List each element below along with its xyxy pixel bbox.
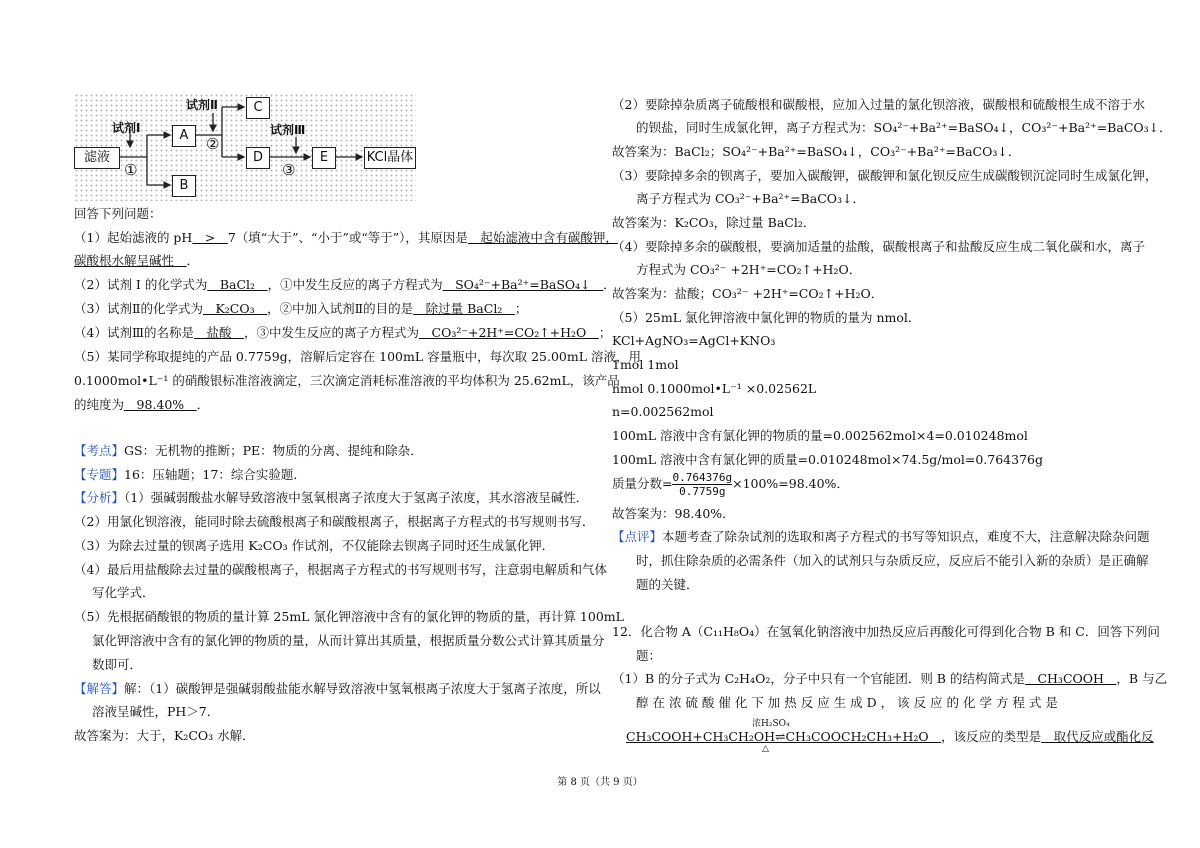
- right-line-8: 方程式为 CO₃²⁻ +2H⁺=CO₂↑+H₂O．: [636, 262, 862, 277]
- question-3: （3）试剂Ⅱ的化学式为 K₂CO₃ ，②中加入试剂Ⅱ的目的是 除过量 BaCl₂ ；: [74, 301, 528, 316]
- fenxi-tag: 【分析】: [74, 490, 125, 505]
- flowchart: [74, 93, 416, 201]
- dianping-2: 时，抓住除杂质的必需条件（加入的试剂只与杂质反应，反应后不能引入新的杂质）是正确解: [636, 553, 1149, 568]
- zhuanti-tag: 【专题】: [74, 467, 125, 482]
- right-line-6: 故答案为：K₂CO₃，除过量 BaCl₂．: [612, 215, 816, 230]
- filtrate-box: 滤液: [74, 147, 120, 169]
- answer-1b: 起始滤液中含有碳酸钾，: [467, 230, 618, 245]
- right-line-14: n=0.002562mol: [612, 404, 714, 419]
- node-e: E: [312, 147, 336, 169]
- kaodian-section: 【考点】GS：无机物的推断；PE：物质的分离、提纯和除杂．: [74, 443, 423, 458]
- node-b: B: [172, 175, 196, 197]
- question-4: （4）试剂Ⅲ的名称是 盐酸 ，③中发生反应的离子方程式为 CO₃²⁻+2H⁺=CO₂↑+H₂O ；: [74, 325, 612, 340]
- answer-1a: >: [192, 230, 228, 245]
- kaodian-tag: 【考点】: [74, 443, 125, 458]
- answer-4b: CO₃²⁻+2H⁺=CO₂↑+H₂O: [419, 325, 599, 340]
- right-line-5: 离子方程式为 CO₃²⁻+Ba²⁺=BaCO₃↓．: [636, 191, 866, 206]
- node-c: C: [246, 97, 270, 119]
- reagent1-label: 试剂Ⅰ: [112, 121, 141, 135]
- product-box: KCl晶体: [364, 147, 416, 169]
- right-line-13: nmol 0.1000mol•L⁻¹ ×0.02562L: [612, 381, 817, 396]
- answer-3a: K₂CO₃: [202, 301, 268, 316]
- right-line-18: 故答案为：98.40%．: [612, 506, 735, 521]
- right-line-10: （5）25mL 氯化钾溶液中氯化钾的物质的量为 nmol．: [612, 310, 921, 325]
- right-line-12: 1mol 1mol: [612, 357, 679, 372]
- fenxi-5: （5）先根据硝酸银的物质的量计算 25mL 氯化钾溶液中含有的氯化钾的物质的量，再计算 100mL: [74, 609, 624, 624]
- node-d: D: [246, 147, 270, 169]
- reagent2-label: 试剂Ⅱ: [186, 98, 218, 112]
- reagent3-label: 试剂Ⅲ: [270, 123, 306, 137]
- answer-5: 98.40%: [124, 397, 197, 412]
- q12-line-3: （1）B 的分子式为 C₂H₄O₂，分子中只有一个官能团．则 B 的结构简式是 CH₃COOH ，B 与乙: [612, 671, 1168, 686]
- step2-label: ②: [206, 135, 220, 153]
- right-line-11: KCl+AgNO₃=AgCl+KNO₃: [612, 333, 776, 348]
- answer-4a: 盐酸: [194, 325, 245, 340]
- answer-2a: BaCl₂: [207, 277, 268, 292]
- node-a: A: [172, 125, 196, 147]
- zhuanti-section: 【专题】16：压轴题；17：综合实验题．: [74, 467, 306, 482]
- answer-2b: SO₄²⁻+Ba²⁺=BaSO₄↓: [442, 277, 604, 292]
- fenxi-section: 【分析】（1）强碱弱酸盐水解导致溶液中氢氧根离子浓度大于氢离子浓度，其水溶液呈碱性．: [74, 490, 589, 505]
- jieda-tag: 【解答】: [74, 681, 125, 696]
- right-line-1: （2）要除掉杂质离子硫酸根和碳酸根，应加入过量的氯化钡溶液，碳酸根和硫酸根生成不溶于水: [612, 97, 1145, 112]
- answer-12a: CH₃COOH: [1024, 671, 1117, 686]
- fenxi-5-cont: 氯化钾溶液中含有的氯化钾的物质的量，从而计算出其质量，根据质量分数公式计算其质量分: [92, 633, 605, 648]
- dianping-3: 题的关键．: [636, 577, 699, 592]
- reaction-condition-bottom: △: [762, 744, 769, 754]
- question-2: （2）试剂 I 的化学式为 BaCl₂ ，①中发生反应的离子方程式为 SO₄²⁻+Ba²⁺=BaSO₄↓ ．: [74, 277, 616, 292]
- step3-label: ③: [282, 161, 296, 179]
- answer-12b: CH₃COOH+CH₃CH₂OH⇌CH₃COOCH₂CH₃+H₂O: [626, 729, 942, 744]
- question-5-line3: 的纯度为 98.40% ．: [74, 397, 210, 412]
- jieda-3: 故答案为：大于，K₂CO₃ 水解．: [74, 728, 255, 743]
- reaction-condition-top: 浓H₂SO₄: [752, 719, 790, 729]
- mass-fraction-line: 质量分数= $\frac{0.764376g}{0.7759g}$ ×100%=98.40%．: [612, 471, 849, 498]
- question-5-line1: （5）某同学称取提纯的产品 0.7759g，溶解后定容在 100mL 容量瓶中，每次取 25.00mL 溶液，用: [74, 349, 642, 364]
- fenxi-5-cont2: 数即可．: [92, 657, 143, 672]
- jieda-2: 溶液呈碱性，PH＞7．: [92, 704, 220, 719]
- q12-line-1: 12．化合物 A（C₁₁H₈O₄）在氢氧化钠溶液中加热反应后再酸化可得到化合物 B 和 C．回答下列问: [612, 624, 1160, 639]
- right-line-7: （4）要除掉多余的碳酸根，要滴加适量的盐酸，碳酸根离子和盐酸反应生成二氧化碳和水，离子: [612, 239, 1145, 254]
- right-line-3: 故答案为：BaCl₂；SO₄²⁻+Ba²⁺=BaSO₄↓，CO₃²⁻+Ba²⁺=BaCO₃↓．: [612, 144, 1021, 159]
- jieda-section: 【解答】解：（1）碳酸钾是强碱弱酸盐能水解导致溶液中氢氧根离子浓度大于氢离子浓度，所以: [74, 681, 601, 696]
- right-line-2: 的钡盐，同时生成氯化钾，离子方程式为：SO₄²⁻+Ba²⁺=BaSO₄↓，CO₃²⁻+Ba²⁺=BaCO₃↓．: [636, 120, 1172, 135]
- dianping-tag: 【点评】: [612, 529, 663, 544]
- question-1-cont: 碳酸根水解呈碱性 ．: [74, 253, 200, 268]
- fenxi-3: （3）为除去过量的钡离子选用 K₂CO₃ 作试剂，不仅能除去钡离子同时还生成氯化钾．: [74, 538, 555, 553]
- fenxi-2: （2）用氯化钡溶液，能同时除去硫酸根离子和碳酸根离子，根据离子方程式的书写规则书写．: [74, 514, 595, 529]
- answer-12c: 取代反应或酯化反: [1041, 729, 1154, 744]
- question-1: （1）起始滤液的 pH > 7（填“大于”、“小于”或“等于”），其原因是 起始滤液中含有碳酸钾，: [74, 230, 618, 245]
- page-footer: 第 8 页（共 9 页）: [557, 777, 643, 788]
- answer-3b: 除过量 BaCl₂: [413, 301, 515, 316]
- right-line-4: （3）要除掉多余的钡离子，要加入碳酸钾，碳酸钾和氯化钡反应生成碳酸钡沉淀同时生成氯化钾，: [612, 168, 1158, 183]
- right-line-16: 100mL 溶液中含有氯化钾的质量=0.010248mol×74.5g/mol=0.764376g: [612, 452, 1043, 467]
- right-line-15: 100mL 溶液中含有氯化钾的物质的量=0.002562mol×4=0.010248mol: [612, 428, 1028, 443]
- mass-fraction: $\frac{0.764376g}{0.7759g}$: [672, 471, 733, 498]
- question-5-line2: 0.1000mol•L⁻¹ 的硝酸银标准溶液滴定，三次滴定消耗标准溶液的平均体积为 25.62mL，该产品: [74, 373, 620, 388]
- q12-line-2: 题：: [636, 648, 662, 663]
- dianping-section: 【点评】本题考查了除杂试剂的选取和离子方程式的书写等知识点，难度不大，注意解决除杂问题: [612, 529, 1150, 544]
- fenxi-4: （4）最后用盐酸除去过量的碳酸根离子，根据离子方程式的书写规则书写，注意弱电解质和气体: [74, 562, 607, 577]
- step1-label: ①: [124, 161, 138, 179]
- fenxi-4-cont: 写化学式．: [92, 585, 155, 600]
- q12-line-4: 醇 在 浓 硫 酸 催 化 下 加 热 反 应 生 成 D ， 该 反 应 的 化 学 方 程 式 是: [636, 695, 1058, 710]
- intro-text: 回答下列问题：: [74, 206, 162, 221]
- right-line-9: 故答案为：盐酸；CO₃²⁻ +2H⁺=CO₂↑+H₂O．: [612, 286, 884, 301]
- q12-line-5: CH₃COOH+CH₃CH₂OH⇌CH₃COOCH₂CH₃+H₂O ，该反应的类型是 取代反应或酯化反: [626, 729, 1154, 744]
